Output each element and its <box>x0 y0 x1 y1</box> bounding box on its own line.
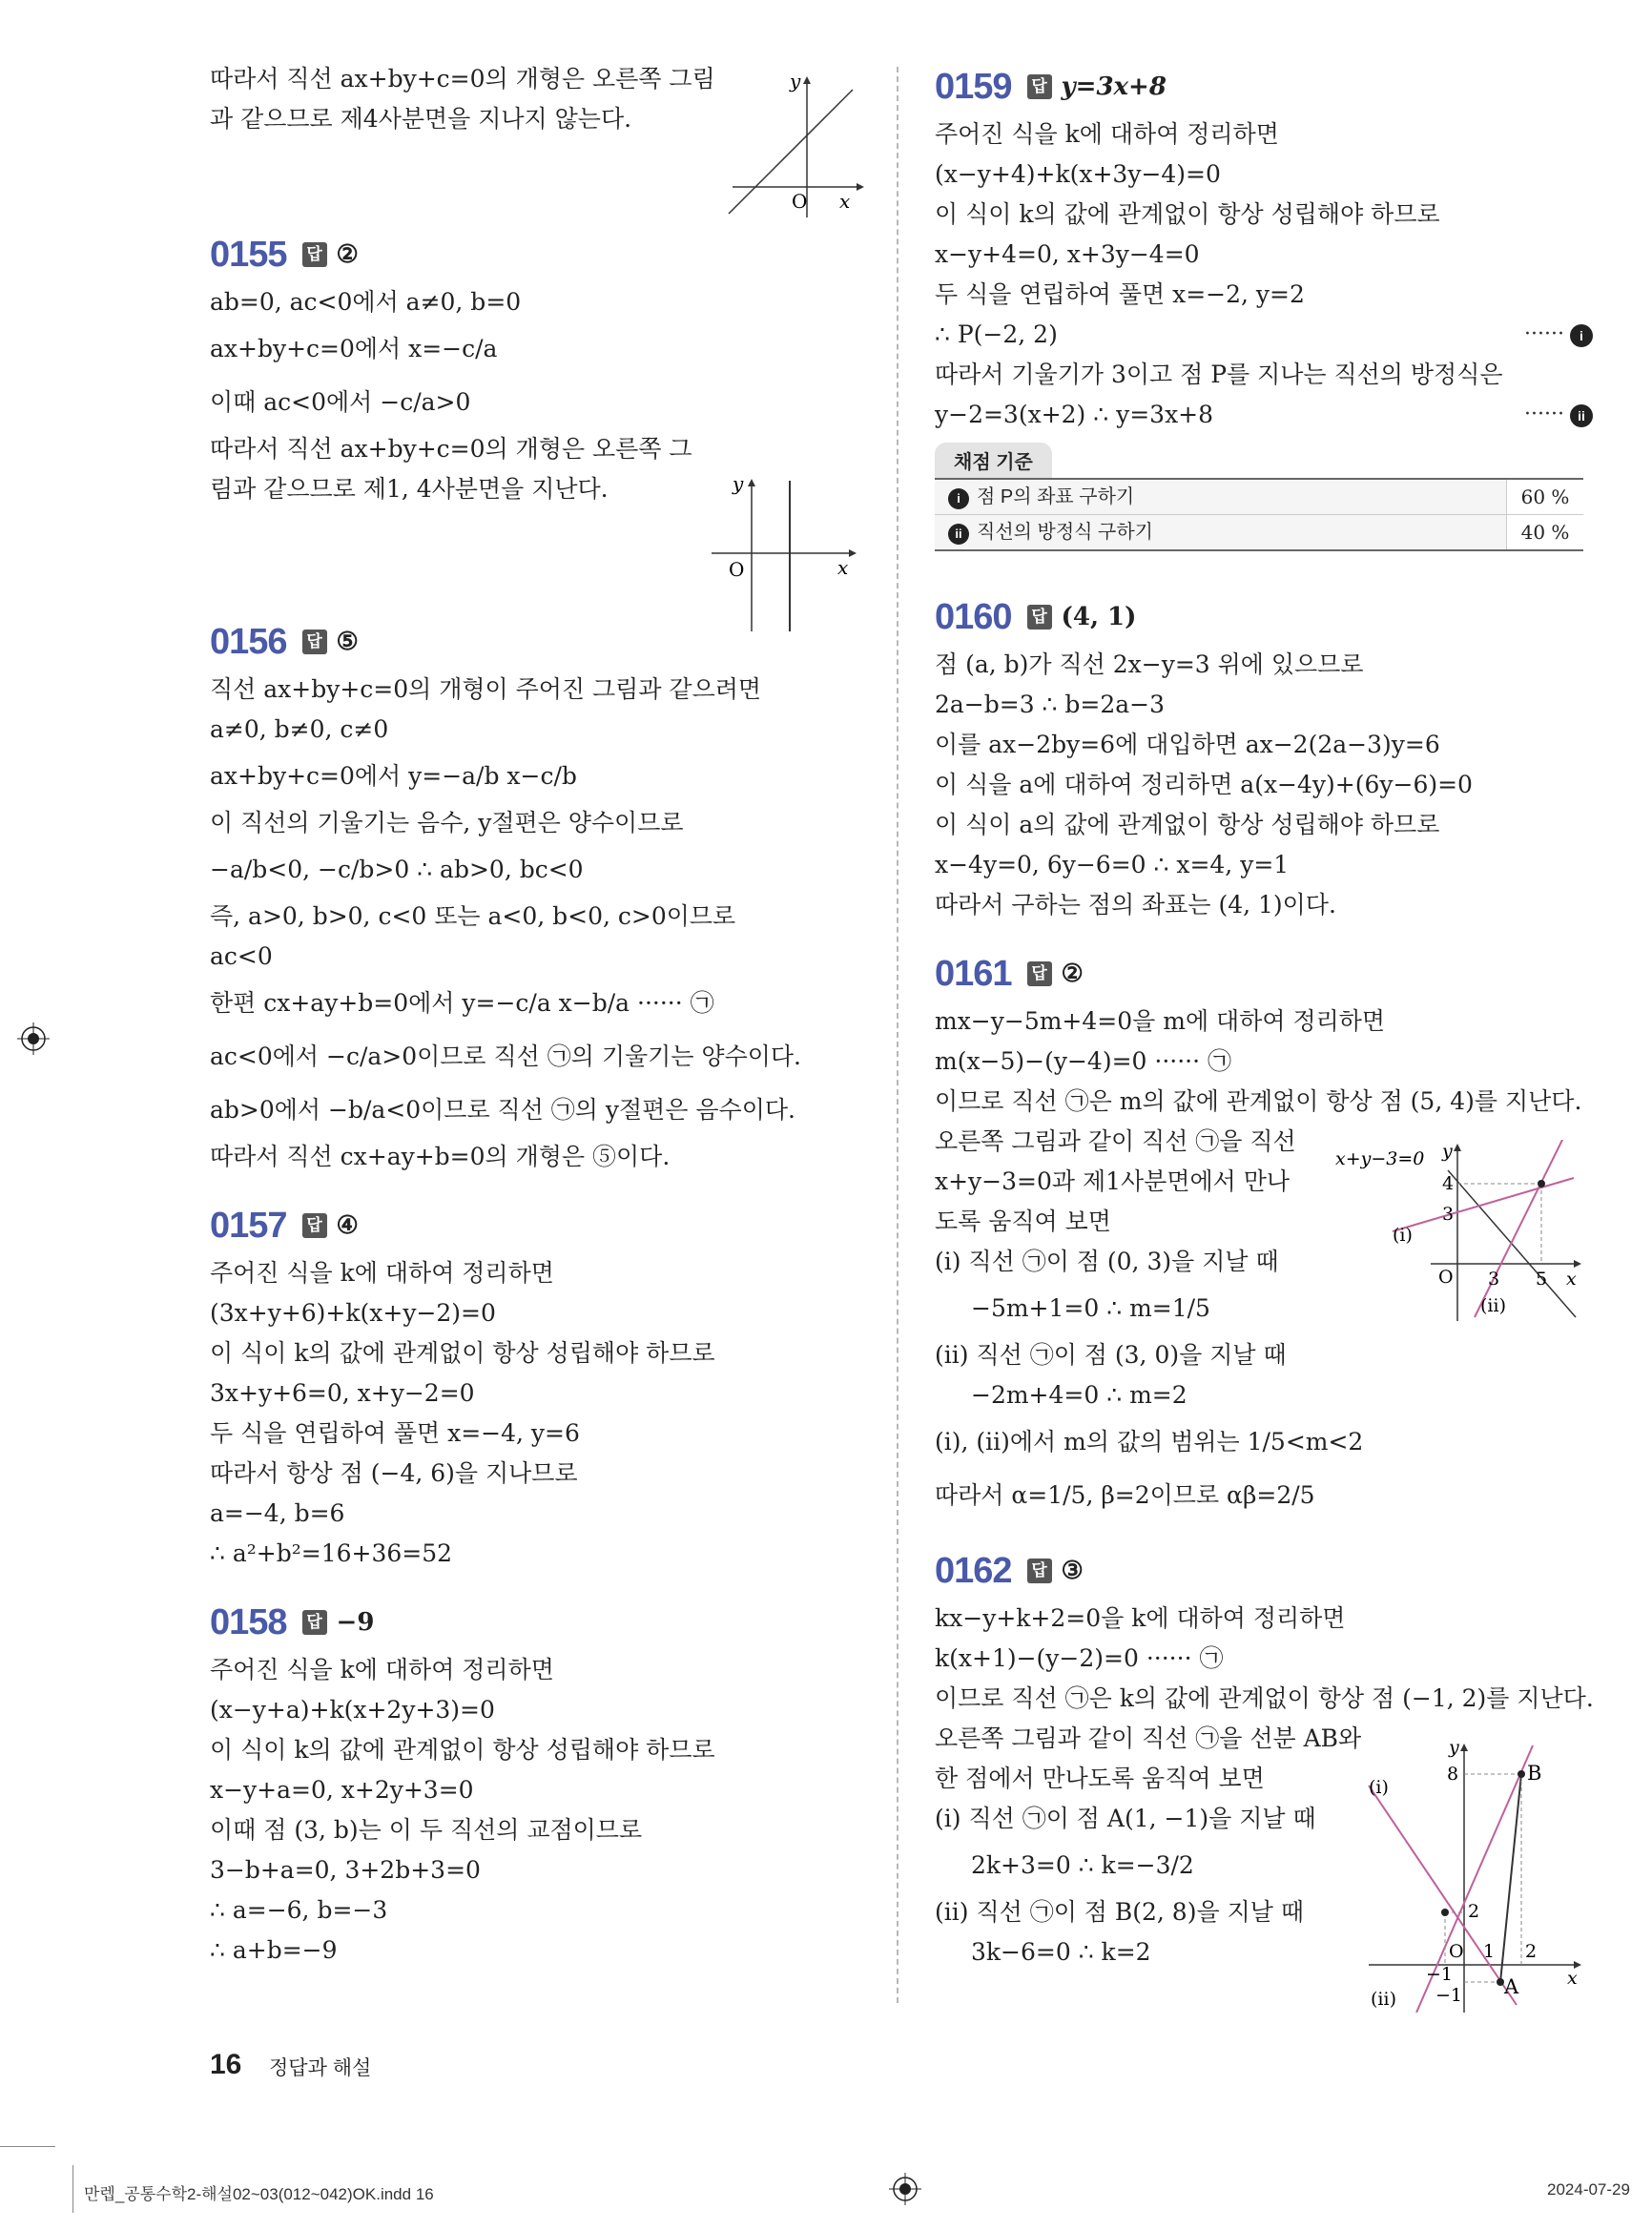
solution-line: −5m+1=0 ∴ m=1/5 <box>971 1294 1210 1322</box>
answer-text: y=3x+8 <box>1061 72 1167 101</box>
solution-line: (ⅱ) 직선 ㉠이 점 (3, 0)을 지날 때 <box>935 1341 1287 1369</box>
grading-row: i 점 P의 좌표 구하기 60 % <box>935 480 1583 515</box>
problem-0157-header <box>210 1198 878 1253</box>
solution-line: a≠0, b≠0, c≠0 <box>210 715 389 743</box>
solution-line: 이때 점 (3, b)는 이 두 직선의 교점이므로 <box>210 1816 643 1844</box>
y-axis-label: y <box>790 74 801 93</box>
answer-text: ② <box>1061 960 1084 988</box>
solution-line: ab>0에서 −b/a<0이므로 직선 ㉠의 y절편은 음수이다. <box>210 1096 795 1124</box>
left-column <box>210 59 878 1971</box>
svg-text:3: 3 <box>1488 1269 1500 1290</box>
solution-line: −2m+4=0 ∴ m=2 <box>971 1381 1187 1409</box>
answer-badge: 답 <box>1027 961 1052 986</box>
answer-badge: 답 <box>1027 605 1052 630</box>
solution-line: kx−y+k+2=0을 k에 대하여 정리하면 <box>935 1604 1346 1632</box>
solution-line: 두 식을 연립하여 풀면 x=−4, y=6 <box>210 1419 580 1447</box>
solution-line: ∴ a²+b²=16+36=52 <box>210 1539 453 1567</box>
solution-line: ab=0, ac<0에서 a≠0, b=0 <box>210 288 522 316</box>
x-axis-label: x <box>839 190 851 213</box>
solution-line: ax+by+c=0에서 y=−a/b x−c/b <box>210 762 577 790</box>
solution-line: 따라서 직선 ax+by+c=0의 개형은 오른쪽 그 <box>210 435 692 463</box>
answer-badge: 답 <box>302 242 327 267</box>
answer-badge: 답 <box>302 1610 327 1635</box>
solution-line: −a/b<0, −c/b>0 ∴ ab>0, bc<0 <box>210 856 584 883</box>
solution-line: 이 식이 k의 값에 관계없이 항상 성립해야 하므로 <box>935 200 1440 228</box>
solution-line: ax+by+c=0에서 x=−c/a <box>210 335 498 362</box>
svg-text:(ⅱ): (ⅱ) <box>1371 1989 1396 2010</box>
registration-mark-icon <box>889 2173 921 2205</box>
solution-line: 점 (a, b)가 직선 2x−y=3 위에 있으므로 <box>935 650 1364 678</box>
crop-mark <box>72 2165 73 2213</box>
solution-line: 3−b+a=0, 3+2b+3=0 <box>210 1856 481 1884</box>
y-axis-label: y <box>1449 1737 1459 1758</box>
origin-label: O <box>1438 1267 1454 1288</box>
solution-line: x+y−3=0과 제1사분면에서 만나 <box>935 1167 1291 1195</box>
solution-line: 이를 ax−2by=6에 대입하면 ax−2(2a−3)y=6 <box>935 731 1440 758</box>
problem-number: 0159 <box>935 66 1012 107</box>
solution-line: mx−y−5m+4=0을 m에 대하여 정리하면 <box>935 1007 1386 1035</box>
page-number: 16 <box>210 2049 242 2080</box>
problem-number: 0158 <box>210 1601 287 1642</box>
problem-number: 0156 <box>210 621 287 662</box>
solution-line: 이므로 직선 ㉠은 k의 값에 관계없이 항상 점 (−1, 2)를 지난다. <box>935 1684 1594 1712</box>
solution-line: 림과 같으므로 제1, 4사분면을 지난다. <box>210 475 609 503</box>
solution-line: 오른쪽 그림과 같이 직선 ㉠을 직선 <box>935 1127 1296 1155</box>
solution-line: 2k+3=0 ∴ k=−3/2 <box>971 1851 1194 1879</box>
svg-text:5: 5 <box>1536 1269 1548 1290</box>
solution-line: ac<0에서 −c/a>0이므로 직선 ㉠의 기울기는 양수이다. <box>210 1043 801 1070</box>
svg-text:(ⅱ): (ⅱ) <box>1480 1295 1506 1316</box>
solution-line: (x−y+4)+k(x+3y−4)=0 <box>935 160 1221 188</box>
answer-text: ④ <box>336 1211 359 1240</box>
solution-line: (ⅰ) 직선 ㉠이 점 (0, 3)을 지날 때 <box>935 1248 1279 1275</box>
solution-line: 이 식이 k의 값에 관계없이 항상 성립해야 하므로 <box>210 1736 715 1764</box>
x-axis-label: x <box>1566 1269 1577 1290</box>
solution-text: ∴ P(−2, 2) <box>935 320 1058 348</box>
x-axis-label: x <box>837 556 849 579</box>
problem-0161-header <box>935 946 1593 1001</box>
problem-number: 0157 <box>210 1205 287 1246</box>
solution-line: (3x+y+6)+k(x+y−2)=0 <box>210 1299 496 1327</box>
solution-line: 주어진 식을 k에 대하여 정리하면 <box>210 1259 554 1287</box>
solution-line: 주어진 식을 k에 대하여 정리하면 <box>935 120 1279 148</box>
solution-line <box>935 395 1593 435</box>
registration-mark-icon <box>17 1022 50 1055</box>
solution-line: 오른쪽 그림과 같이 직선 ㉠을 선분 AB와 <box>935 1724 1362 1752</box>
solution-line: x−y+a=0, x+2y+3=0 <box>210 1776 474 1804</box>
grading-table <box>935 478 1583 551</box>
solution-line: x−y+4=0, x+3y−4=0 <box>935 240 1200 268</box>
svg-text:−1: −1 <box>1426 1964 1454 1985</box>
problem-number: 0160 <box>935 596 1012 637</box>
footer-filename: 만렙_공통수학2-해설02~03(012~042)OK.indd 16 <box>84 2185 434 2203</box>
column-divider <box>897 67 898 2003</box>
figure-vertical-line <box>706 473 858 631</box>
solution-line: (x−y+a)+k(x+2y+3)=0 <box>210 1696 495 1724</box>
solution-line: 이므로 직선 ㉠은 m의 값에 관계없이 항상 점 (5, 4)를 지난다. <box>935 1087 1582 1115</box>
solution-line: 3x+y+6=0, x+y−2=0 <box>210 1379 475 1407</box>
solution-line: ∴ a=−6, b=−3 <box>210 1896 388 1924</box>
intro-line: 따라서 직선 ax+by+c=0의 개형은 오른쪽 그림 <box>210 65 715 93</box>
problem-number: 0161 <box>935 953 1012 994</box>
svg-text:2: 2 <box>1525 1941 1538 1962</box>
solution-line: 이 직선의 기울기는 음수, y절편은 양수이므로 <box>210 809 684 836</box>
answer-text: ⑤ <box>336 628 359 656</box>
answer-text: ② <box>336 240 359 269</box>
problem-number: 0162 <box>935 1550 1012 1591</box>
svg-text:B: B <box>1527 1762 1542 1785</box>
step-marker-i: ······ i <box>1524 315 1593 355</box>
svg-text:(ⅰ): (ⅰ) <box>1369 1777 1389 1798</box>
right-column <box>935 59 1593 1972</box>
problem-0160-header <box>935 589 1593 645</box>
answer-badge: 답 <box>302 630 327 654</box>
solution-line: 따라서 항상 점 (−4, 6)을 지나므로 <box>210 1459 578 1487</box>
svg-text:A: A <box>1504 1975 1519 1998</box>
svg-text:8: 8 <box>1447 1764 1459 1785</box>
solution-line: (ⅱ) 직선 ㉠이 점 B(2, 8)을 지날 때 <box>935 1898 1304 1926</box>
page-label: 정답과 해설 <box>269 2057 372 2079</box>
svg-text:1: 1 <box>1483 1941 1496 1962</box>
answer-badge: 답 <box>1027 1559 1052 1583</box>
solution-line: 이 식이 k의 값에 관계없이 항상 성립해야 하므로 <box>210 1339 715 1367</box>
solution-line: a=−4, b=6 <box>210 1499 345 1527</box>
solution-line: 두 식을 연립하여 풀면 x=−2, y=2 <box>935 280 1305 308</box>
solution-text: y−2=3(x+2) ∴ y=3x+8 <box>935 401 1214 428</box>
step-marker-ii: ······ ii <box>1524 395 1593 435</box>
solution-line: 따라서 직선 cx+ay+b=0의 개형은 ⑤이다. <box>210 1143 671 1170</box>
figure-0162 <box>1359 1736 1588 2013</box>
solution-line: k(x+1)−(y−2)=0 ······ ㉠ <box>935 1644 1224 1672</box>
solution-line: (ⅰ), (ⅱ)에서 m의 값의 범위는 1/5<m<2 <box>935 1428 1364 1456</box>
solution-line: 따라서 기울기가 3이고 점 P를 지나는 직선의 방정식은 <box>935 361 1503 388</box>
answer-badge: 답 <box>1027 74 1052 99</box>
svg-text:(ⅰ): (ⅰ) <box>1393 1225 1413 1246</box>
grading-row: ii 직선의 방정식 구하기 40 % <box>935 515 1583 549</box>
answer-badge: 답 <box>302 1213 327 1238</box>
x-axis-label: x <box>1567 1968 1578 1989</box>
solution-line: 3k−6=0 ∴ k=2 <box>971 1938 1151 1966</box>
grading-criteria <box>935 443 1583 551</box>
solution-line <box>935 315 1593 355</box>
origin-label: O <box>792 190 808 213</box>
solution-line: 따라서 구하는 점의 좌표는 (4, 1)이다. <box>935 891 1336 919</box>
solution-line: 즉, a>0, b>0, c<0 또는 a<0, b<0, c>0이므로 <box>210 902 736 930</box>
solution-line: 한 점에서 만나도록 움직여 보면 <box>935 1765 1265 1792</box>
answer-text: (4, 1) <box>1061 603 1137 631</box>
solution-line: ∴ a+b=−9 <box>210 1936 338 1964</box>
figure-0161 <box>1335 1140 1583 1321</box>
grading-title: 채점 기준 <box>935 443 1052 478</box>
solution-line: 이때 ac<0에서 −c/a>0 <box>210 388 471 416</box>
solution-line: 한편 cx+ay+b=0에서 y=−c/a x−b/a ······ ㉠ <box>210 989 714 1017</box>
solution-line: 직선 ax+by+c=0의 개형이 주어진 그림과 같으려면 <box>210 675 762 703</box>
origin-label: O <box>1449 1941 1464 1962</box>
footer-date: 2024-07-29 <box>1547 2180 1630 2199</box>
y-axis-label: y <box>1442 1141 1453 1162</box>
y-axis-label: y <box>733 473 744 495</box>
problem-0155-header <box>210 227 878 282</box>
problem-0162-header <box>935 1543 1593 1599</box>
svg-text:2: 2 <box>1468 1901 1480 1922</box>
answer-text: −9 <box>336 1608 375 1637</box>
line-equation-label: x+y−3=0 <box>1335 1148 1425 1169</box>
intro-line: 과 같으므로 제4사분면을 지나지 않는다. <box>210 105 632 133</box>
figure-line-positive-slope <box>723 74 866 217</box>
origin-label: O <box>729 558 745 581</box>
solution-line: 따라서 α=1/5, β=2이므로 αβ=2/5 <box>935 1481 1315 1509</box>
solution-line: 이 식을 a에 대하여 정리하면 a(x−4y)+(6y−6)=0 <box>935 771 1473 798</box>
svg-text:−1: −1 <box>1435 1985 1463 2006</box>
solution-line: (ⅰ) 직선 ㉠이 점 A(1, −1)을 지날 때 <box>935 1805 1316 1832</box>
solution-line: 이 식이 a의 값에 관계없이 항상 성립해야 하므로 <box>935 811 1440 838</box>
svg-text:4: 4 <box>1442 1173 1455 1194</box>
solution-line: 도록 움직여 보면 <box>935 1208 1111 1235</box>
problem-number: 0155 <box>210 234 287 275</box>
solution-line: m(x−5)−(y−4)=0 ······ ㉠ <box>935 1047 1232 1075</box>
problem-0158-header <box>210 1595 878 1650</box>
solution-line: ac<0 <box>210 942 273 970</box>
svg-text:3: 3 <box>1442 1204 1455 1225</box>
solution-line: x−4y=0, 6y−6=0 ∴ x=4, y=1 <box>935 851 1290 878</box>
solution-line: 주어진 식을 k에 대하여 정리하면 <box>210 1656 554 1683</box>
solution-line: 2a−b=3 ∴ b=2a−3 <box>935 691 1166 718</box>
crop-mark <box>0 2146 55 2147</box>
answer-text: ③ <box>1061 1557 1084 1585</box>
problem-0159-header <box>935 59 1593 114</box>
